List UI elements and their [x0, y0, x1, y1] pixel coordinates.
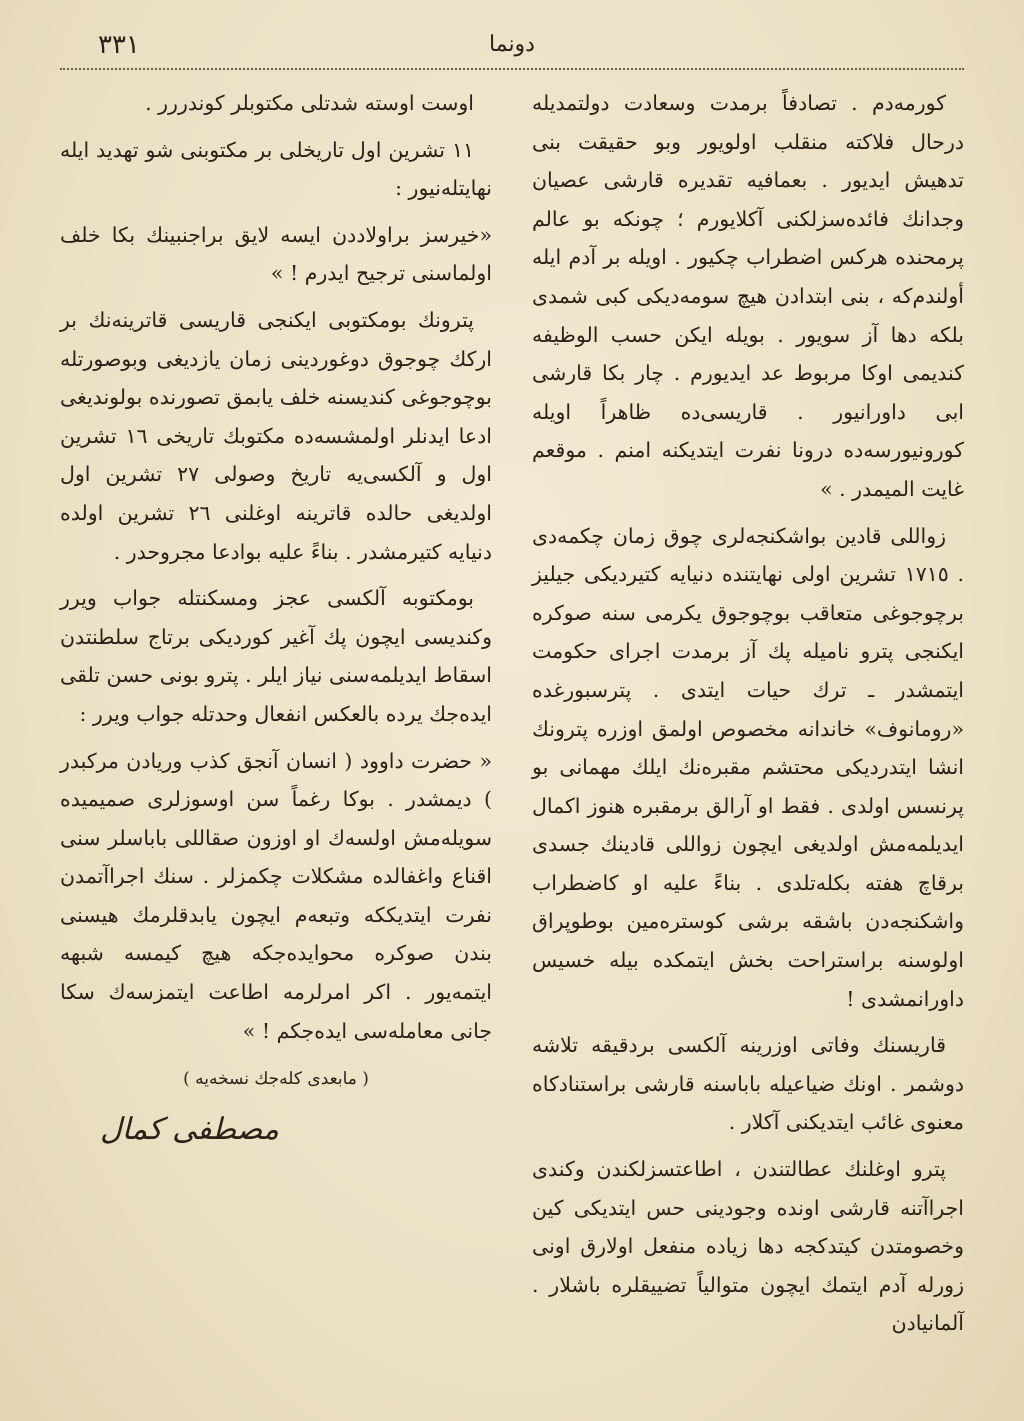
paragraph: اوست اوسته شدتلى مكتوبلر كوندررر . [145, 91, 474, 115]
page-number: ٣٣١ [98, 30, 140, 60]
quote-paragraph: « حضرت داوود ( انسان آنجق كذب وريادن مركبدر ) ديمشدر . بوكا رغماً سن اوسوزلرى صميميده سويله‌مش اولسه‌ك او اوزون صقاللى باباسلر سنى اقناع واغفالده مشكلات چكمزلر . سنك اجراآتمدن نفرت ايتديككه وتبعه‌م ايچون يابدقلرمك هيسنى بندن صوكره محوايده‌جكه هيچ كيمسه شبهه ايتمه‌يور . اكر امرلرمه اطاعت ايتمزسه‌ك سكا جانى معامله‌سى ايده‌جكم ! » [60, 748, 492, 1043]
paragraph: قاريسنك وفاتى اوزرينه آلكسى بردقيقه تلاشه دوشمر . اونك ضياعيله باباسنه قارشى براستنادكاه معنوى غائب ايتديكنى آكلار . [532, 1033, 964, 1135]
paragraph: زواللى قادين بواشكنجه‌لرى چوق زمان چكمه‌دى . ١٧١٥ تشرين اولى نهايتنده دنيايه كتيرديكى جيليز برچوجوغى متعاقب بوچوجوق يكرمى سنه صوكره ايكنجى پترو ناميله پك آز برمدت اجراى حكومت ايتمشدر ـ ترك حيات ايتدى . پترسبورغده «رومانوف» خاندانه مخصوص اولمق اوزره پترونك انشا ايتدرديكى محتشم مقبره‌نك ايلك مهمانى بو پرنسس اولدى . فقط او آرالق برمقبره هنوز اكمال ايديلمه‌مش اولديغى ايچون زواللى قادينك جسدى برقاچ هفته بكله‌تلدى . بناءً عليه‌ او كاضطراب واشكنجه‌دن باشقه برشى كوستره‌مين بوطوپراق اولوسنه براستراحت بخش ايتمكده بيله خسيس داورانمشدى ! [532, 523, 964, 1011]
continued-note: ( مابعدى كله‌جك نسخه‌يه ) [183, 1069, 369, 1090]
author-signature: مصطفى كمال [100, 1111, 279, 1147]
paragraph: پترونك بومكتوبى ايكنجى قاريسى قاترينه‌نك بر اركك چوجوق دوغوردينى زمان يازديغى وبوصورتله بوچوجوغى كنديسنه خلف يابمق تصورنده بولونديغى ادعا ايدنلر اولمشسه‌ده مكتوبك تاريخى ١٦ تشرين اول و آلكسى‌يه تاريخ وصولى ٢٧ تشرين اول اولديغى حالده قاترينه اوغلنى ٢٦ تشرين اولده دنيايه كتيرمشدر . بناءً عليه بوادعا مجروحدر . [60, 307, 492, 564]
page-header [60, 22, 964, 74]
header-divider [60, 68, 964, 70]
paragraph: كورمه‌دم . تصادفاً برمدت وسعادت دولتمديله درحال فلاكته منقلب اولويور وبو حقيقت بنى تدهيش ايديور . بعمافيه تقديره قارشى عصيان وجدانك فائده‌سزلكنى آكلايورم ؛ چونكه بو عالم پرمحنده هركس اضطراب چكيور . اويله بر آدم ايله أولندم‌كه ، بنى ابتدادن هيچ سومه‌ديكى كبى شمدى بلكه دها آز سويور . بويله ايكن حسب الوظيفه كنديمى اوكا مربوط عد ايديورم . چار بكا قارشى ابى داورانيور . قاريسى‌ده ظاهراً اويله كورونيورسه‌ده درونا نفرت ايتديكنه امنم . موقعم غايت الميمدر . » [532, 91, 964, 501]
paragraph: ١١ تشرين اول تاريخلى بر مكتوبنى شو تهديد ايله نهايتله‌نيور : [60, 137, 492, 201]
right-column [532, 84, 964, 1381]
paragraph: بومكتوبه آلكسى عجز ومسكنتله جواب ويرر وكنديسى ايچون پك آغير كورديكى برتاج سلطنتدن اسقاط ايديلمه‌سنى نياز ايلر . پترو بونى حسن تلقى ايده‌جك يرده بالعكس انفعال وحدتله جواب ويرر : [60, 586, 492, 726]
quote-paragraph: «خيرسز براولاددن ايسه لايق براجنبينك بكا خلف اولماسنى ترجيح ايدرم ! » [60, 222, 492, 286]
running-title: دونما [489, 32, 535, 57]
text-columns [60, 84, 964, 1381]
left-column [60, 84, 492, 1381]
paragraph: پترو اوغلنك عطالتندن ، اطاعتسزلكندن وكندى اجراآتنه قارشى اونده وجودينى حس ايتديكى كين وخصومتدن كيتدكجه دها زياده منفعل اولارق اونى زورله آدم ايتمك ايچون متوالياً تضييقلره باشلار . آلمانيادن [532, 1157, 964, 1336]
